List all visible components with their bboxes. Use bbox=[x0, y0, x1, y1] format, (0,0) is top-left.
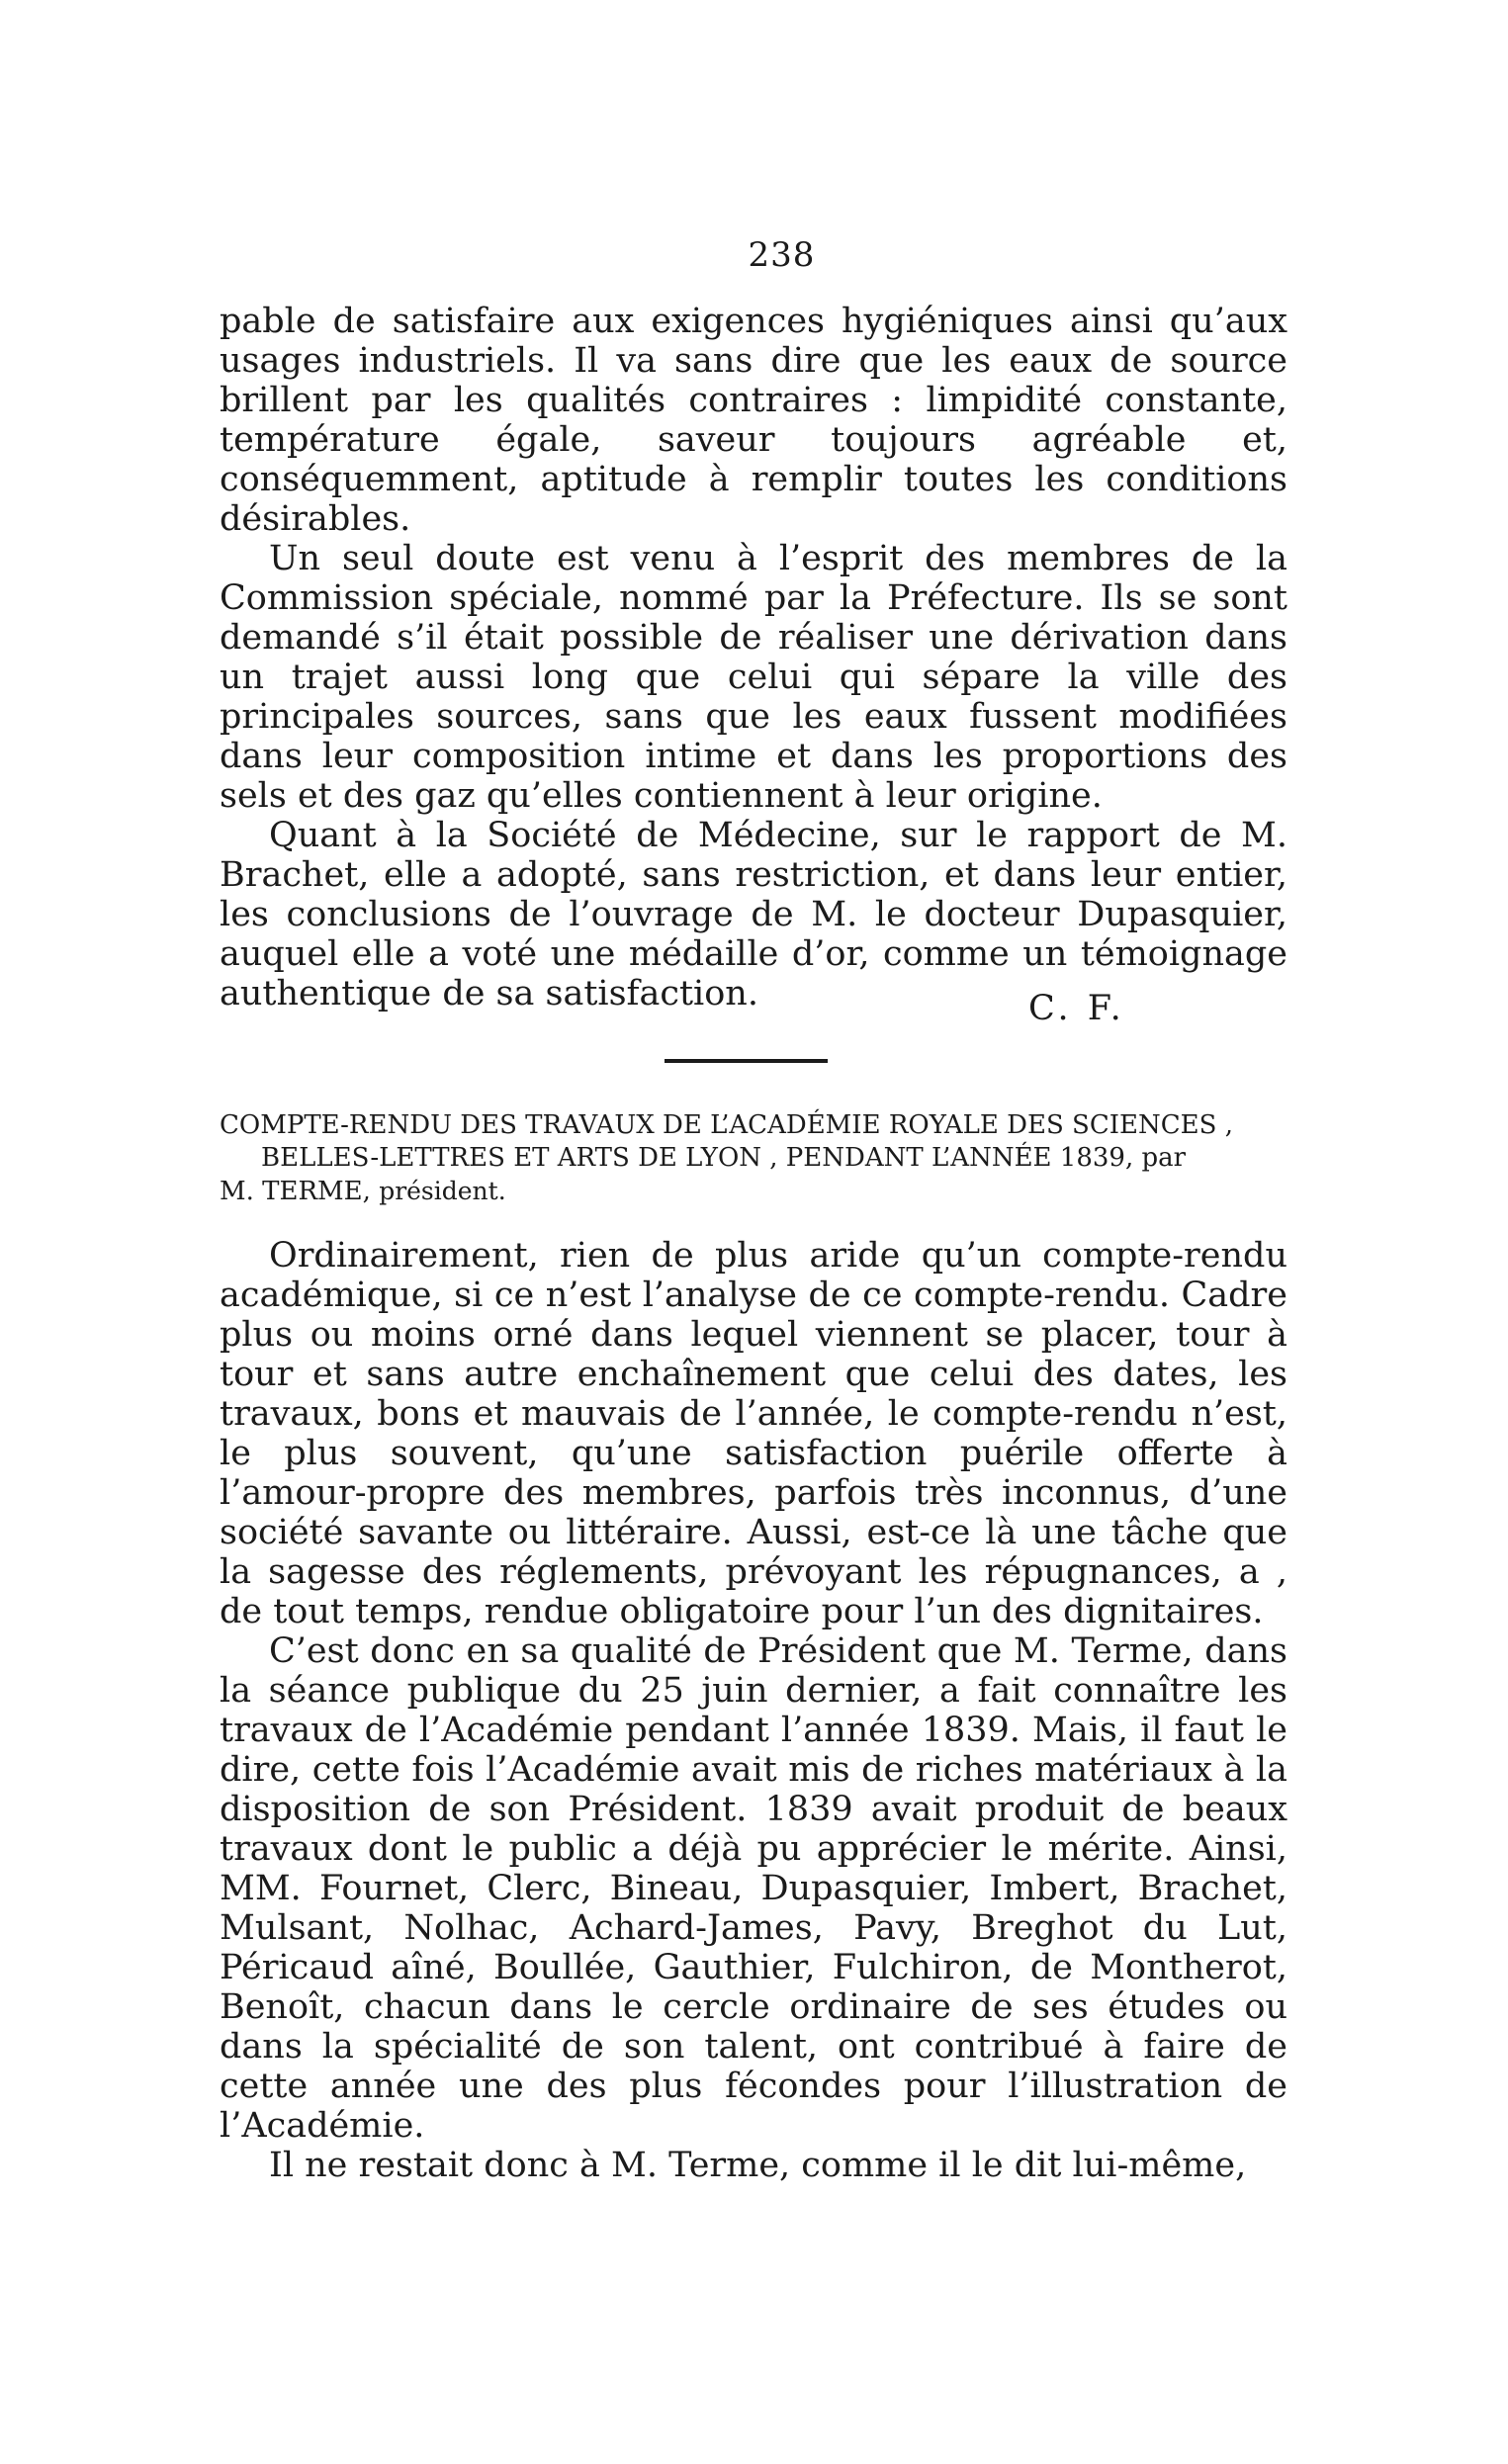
heading-author-line bbox=[220, 1175, 1287, 1208]
heading-author-role: président. bbox=[379, 1177, 506, 1205]
paragraph: Quant à la Société de Médecine, sur le rapport de M. Brachet, elle a adopté, sans restriction, et dans leur entier, les conclusions de l’ouvrage de M. le docteur Dupasquier, auquel elle a voté une médaille d’or, comme un témoignage authentique de sa satisfaction. bbox=[220, 816, 1287, 1013]
paragraph: Il ne restait donc à M. Terme, comme il le dit lui-même, bbox=[269, 2146, 1247, 2185]
heading-author: M. TERME, bbox=[220, 1177, 371, 1206]
paragraph: Un seul doute est venu à l’esprit des membres de la Commission spéciale, nommé par la Préfecture. Ils se sont demandé s’il était possible de réaliser une dérivation dans un trajet aussi long que celui qui sépare la ville des principales sources, sans que les eaux fussent modifiées dans leur composition intime et dans les proportions des sels et des gaz qu’elles contiennent à leur origine. bbox=[220, 539, 1287, 816]
page-number: 238 bbox=[748, 235, 816, 275]
heading-line-1: COMPTE-RENDU DES TRAVAUX DE L’ACADÉMIE ROYALE DES SCIENCES , bbox=[220, 1110, 1233, 1140]
heading-line-2: BELLES-LETTRES ET ARTS DE LYON , PENDANT L’ANNÉE 1839, par bbox=[261, 1143, 1187, 1173]
article-heading bbox=[220, 1109, 1287, 1208]
paragraph: Ordinairement, rien de plus aride qu’un compte-rendu académique, si ce n’est l’analyse de ce compte-rendu. Cadre plus ou moins orné dans lequel viennent se placer, tour à tour et sans autre enchaînement que celui des dates, les travaux, bons et mauvais de l’année, le compte-rendu n’est, le plus souvent, qu’une satisfaction puérile offerte à l’amour-propre des membres, parfois très inconnus, d’une société savante ou littéraire. Aussi, est-ce là une tâche que la sagesse des réglements, prévoyant les répugnances, a , de tout temps, rendue obligatoire pour l’un des dignitaires. bbox=[220, 1236, 1287, 1631]
intro-text-block bbox=[220, 302, 1287, 1013]
article-body bbox=[220, 1236, 1287, 2185]
paragraph: pable de satisfaire aux exigences hygiéniques ainsi qu’aux usages industriels. Il va sans dire que les eaux de source brillent par les qualités contraires : limpidité constante, température égale, saveur toujours agréable et, conséquemment, aptitude à remplir toutes les conditions désirables. bbox=[220, 302, 1287, 539]
signature-initials: C. F. bbox=[1028, 989, 1125, 1028]
section-divider bbox=[665, 1059, 828, 1063]
paragraph: C’est donc en sa qualité de Président que M. Terme, dans la séance publique du 25 juin dernier, a fait connaître les travaux de l’Académie pendant l’année 1839. Mais, il faut le dire, cette fois l’Académie avait mis de riches matériaux à la disposition de son Président. 1839 avait produit de beaux travaux dont le public a déjà pu apprécier le mérite. Ainsi, MM. Fournet, Clerc, Bineau, Dupasquier, Imbert, Brachet, Mulsant, Nolhac, Achard-James, Pavy, Breghot du Lut, Péricaud aîné, Boullée, Gauthier, Fulchiron, de Montherot, Benoît, chacun dans le cercle ordinaire de ses études ou dans la spécialité de son talent, ont contribué à faire de cette année une des plus fécondes pour l’illustration de l’Académie. bbox=[220, 1631, 1287, 2146]
